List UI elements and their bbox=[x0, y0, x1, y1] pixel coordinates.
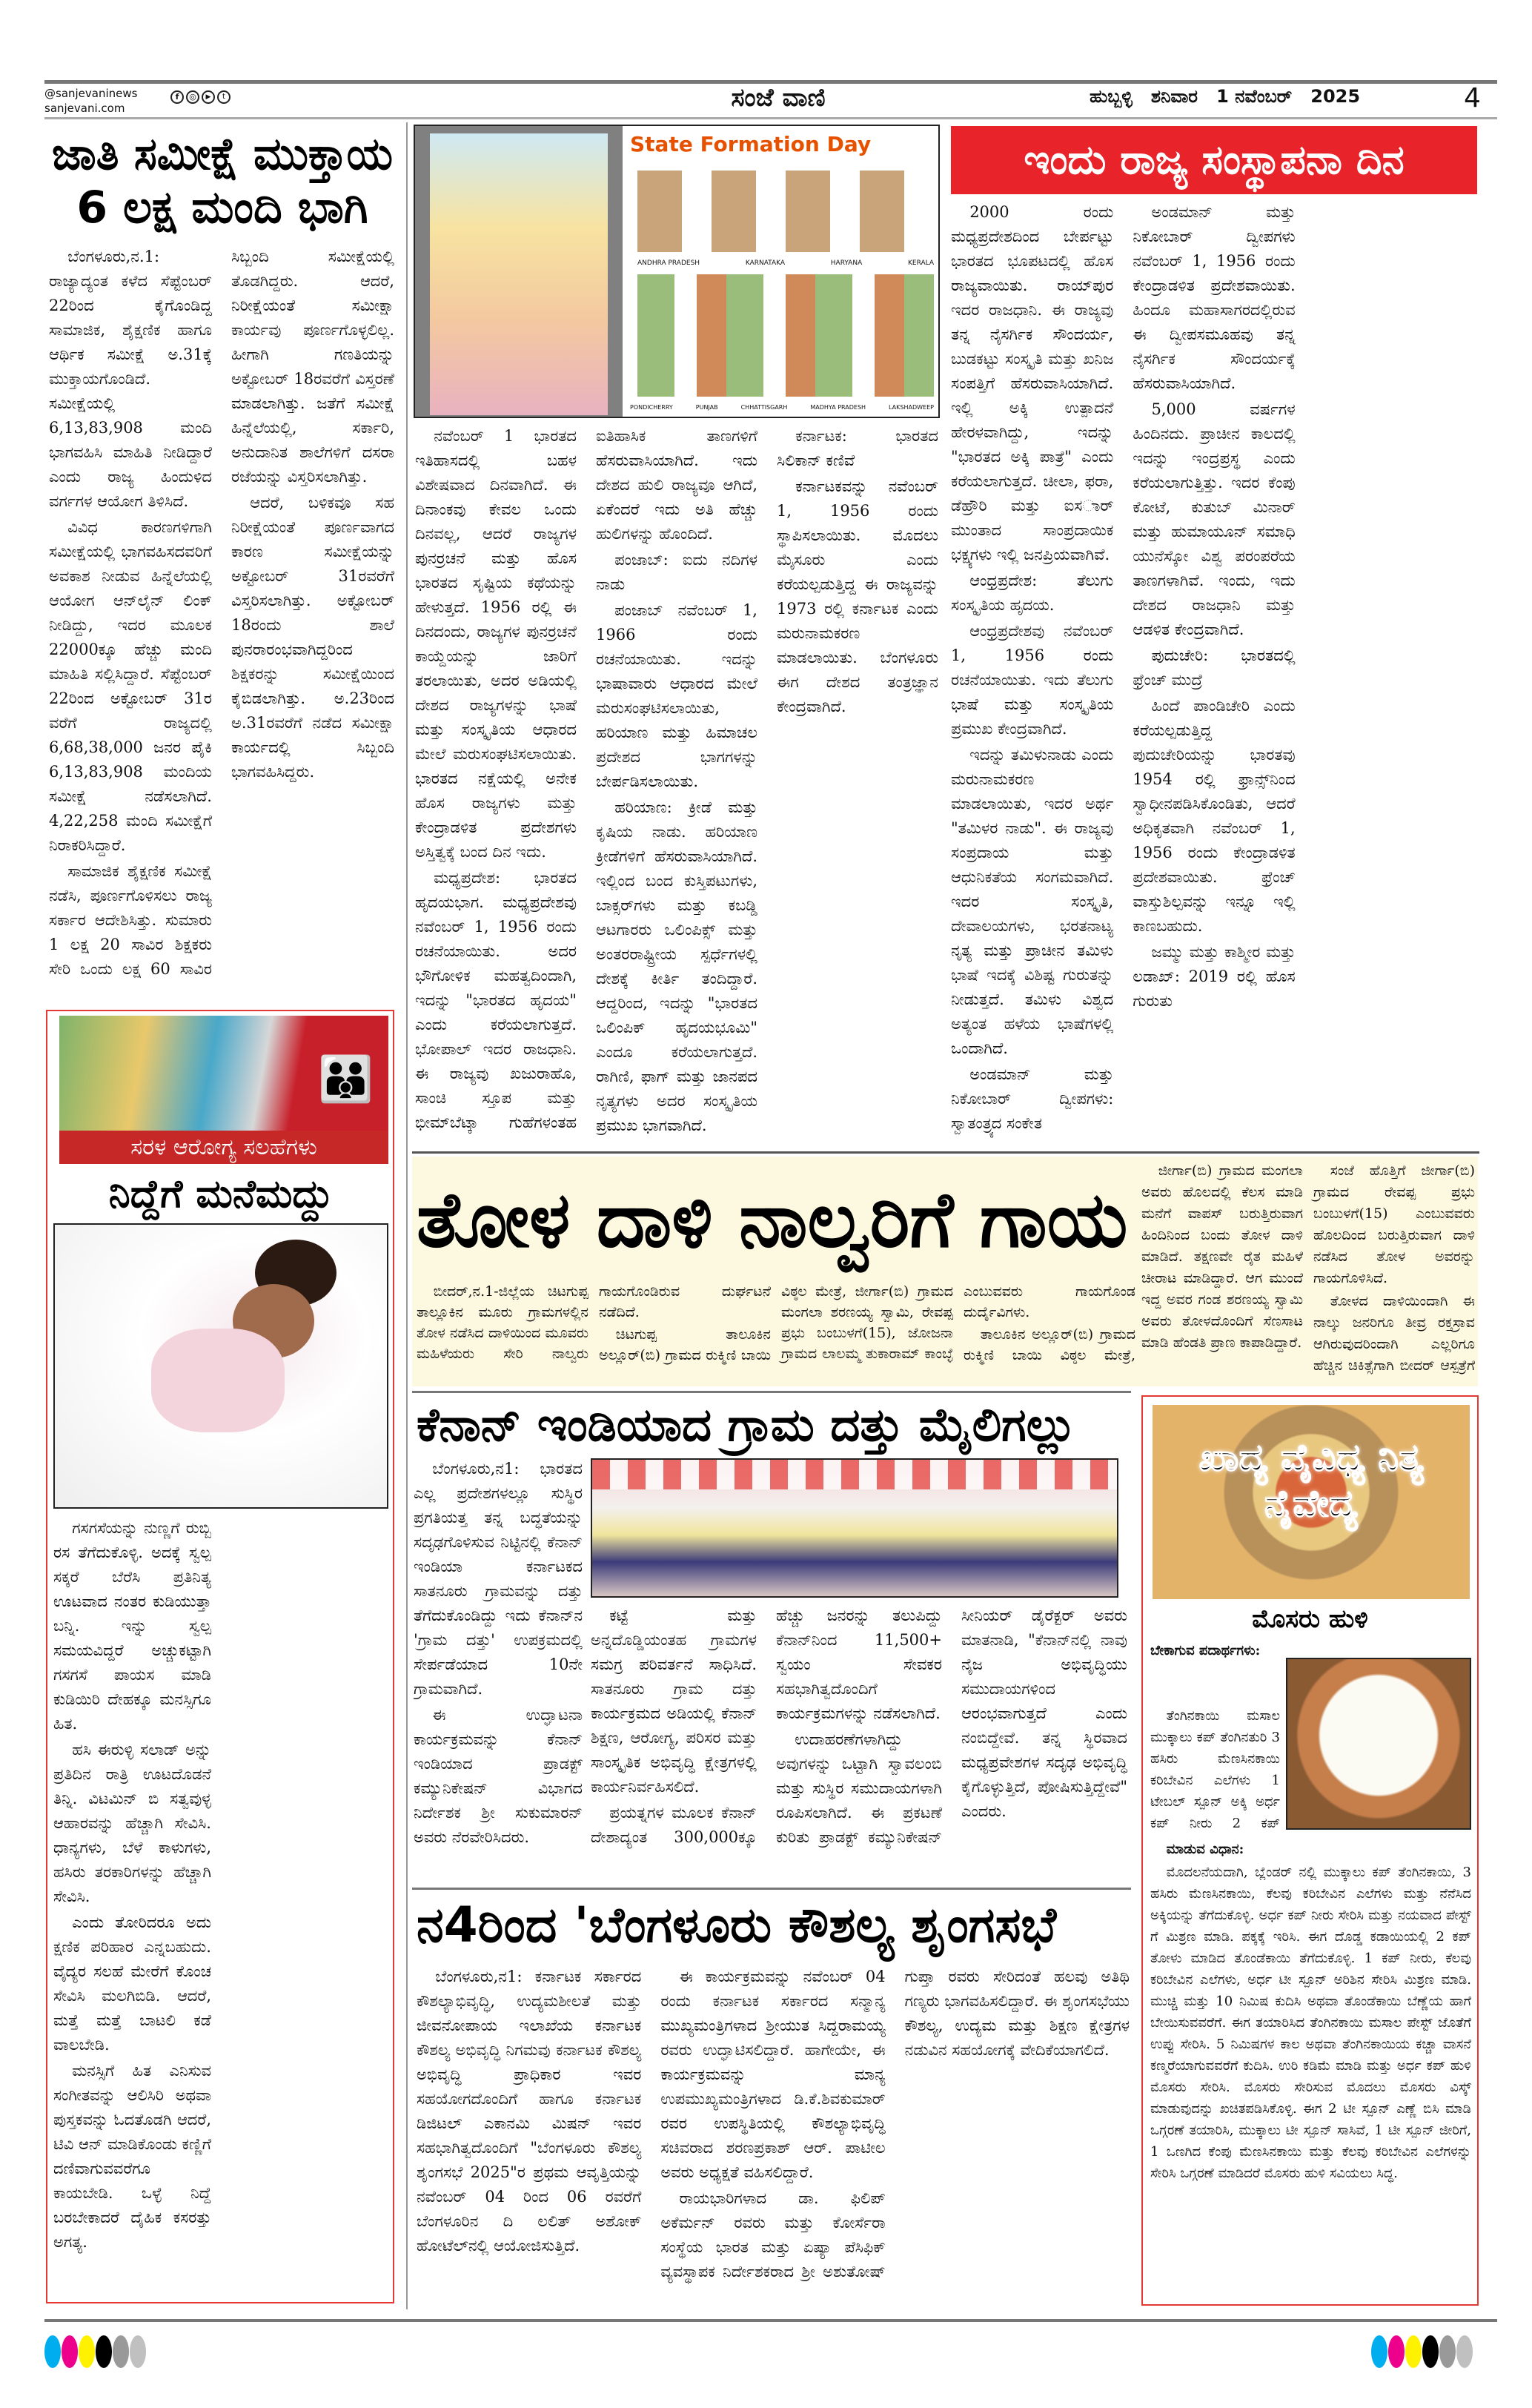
paragraph: 2000 ರಂದು ಮಧ್ಯಪ್ರದೇಶದಿಂದ ಬೇರ್ಪಟ್ಟು ಭಾರತದ ಭೂಪಟದಲ್ಲಿ ಹೊಸ ರಾಜ್ಯವಾಯಿತು. ರಾಯ್‌ಪುರ ಇದರ ರಾಜಧಾನಿ. ಈ ರಾಜ್ಯವು ತನ್ನ ನೈಸರ್ಗಿಕ ಸೌಂದರ್ಯ, ಬುಡಕಟ್ಟು ಸಂಸ್ಕೃತಿ ಮತ್ತು ಖನಿಜ ಸಂಪತ್ತಿಗೆ ಹೆಸರುವಾಸಿಯಾಗಿದೆ. ಇಲ್ಲಿ ಅಕ್ಕಿ ಉತ್ಪಾದನೆ ಹೇರಳವಾಗಿದ್ದು, ಇದನ್ನು "ಭಾರತದ ಅಕ್ಕಿ ಪಾತ್ರೆ" ಎಂದು ಕರೆಯಲಾಗುತ್ತದೆ. ಚೀಲಾ, ಫರಾ, ಡೆಹ್ರೌರಿ ಮತ್ತು ಐಸರ್ಾ ಮುಂತಾದ ಸಾಂಪ್ರದಾಯಿಕ ಭಕ್ಷ್ಯಗಳು ಇಲ್ಲಿ ಜನಪ್ರಿಯವಾಗಿವೆ. bbox=[951, 203, 1114, 563]
twitter-icon[interactable]: t bbox=[217, 90, 231, 104]
paragraph: ಹಿಂದೆ ಪಾಂಡಿಚೇರಿ ಎಂದು ಕರೆಯಲ್ಪಡುತ್ತಿದ್ದ ಪುದುಚೇರಿಯನ್ನು ಭಾರತವು 1954 ರಲ್ಲಿ ಫ್ರಾನ್ಸ್‌ನಿಂದ ಸ್ವಾಧೀನಪಡಿಸಿಕೊಂಡಿತು, ಆದರೆ ಅಧಿಕೃತವಾಗಿ ನವೆಂಬರ್ 1, 1956 ರಂದು ಕೇಂದ್ರಾಡಳಿತ ಪ್ರದೇಶವಾಯಿತು. ಫ್ರೆಂಚ್ ವಾಸ್ತುಶಿಲ್ಪವನ್ನು ಇನ್ನೂ ಇಲ್ಲಿ ಕಾಣಬಹುದು. bbox=[1133, 697, 1296, 935]
paragraph: ಅಂಡಮಾನ್ ಮತ್ತು ನಿಕೋಬಾರ್ ದ್ವೀಪಗಳು ನವೆಂಬರ್ 1, 1956 ರಂದು ಕೇಂದ್ರಾಡಳಿತ ಪ್ರದೇಶವಾಯಿತು. ಹಿಂದೂ ಮಹಾಸಾಗರದಲ್ಲಿರುವ ಈ ದ್ವೀಪಸಮೂಹವು ತನ್ನ ನೈಸರ್ಗಿಕ ಸೌಂದರ್ಯಕ್ಕೆ ಹೆಸರುವಾಸಿಯಾಗಿದೆ. bbox=[1133, 203, 1296, 392]
website[interactable]: sanjevani.com bbox=[44, 102, 125, 115]
map-state-labels-row2 bbox=[630, 404, 934, 411]
color-mark bbox=[1456, 2335, 1473, 2368]
ingredients-label: ಬೇಕಾಗುವ ಪದಾರ್ಥಗಳು: bbox=[1150, 1643, 1261, 1658]
subheading: ಪುದುಚೇರಿ: ಭಾರತದಲ್ಲಿ ಫ್ರೆಂಚ್ ಮುದ್ರೆ bbox=[1133, 646, 1296, 689]
map-label: CHHATTISGARH bbox=[740, 404, 788, 411]
color-mark bbox=[1439, 2335, 1456, 2368]
health-banner-title bbox=[59, 1131, 388, 1164]
newspaper-logo bbox=[667, 83, 889, 113]
paragraph: ಗಸಗಸೆಯನ್ನು ನುಣ್ಣಗೆ ರುಬ್ಬಿ ರಸ ತೆಗೆದುಕೊಳ್ಳಿ. ಅದಕ್ಕೆ ಸ್ವಲ್ಪ ಸಕ್ಕರೆ ಬೆರೆಸಿ ಪ್ರತಿನಿತ್ಯ ಊಟವಾದ ನಂತರ ಕುಡಿಯುತ್ತಾ ಬನ್ನಿ. ಇನ್ನು ಸ್ವಲ್ಪ ಸಮಯವಿದ್ದರೆ ಅಚ್ಚುಕಟ್ಟಾಗಿ ಗಸಗಸೆ ಪಾಯಸ ಮಾಡಿ ಕುಡಿಯಿರಿ ದೇಹಕ್ಕೂ ಮನಸ್ಸಿಗೂ ಹಿತ. bbox=[53, 1519, 211, 1733]
health-banner-image bbox=[59, 1016, 388, 1164]
paragraph: ಕರ್ನಾಟಕವನ್ನು ನವೆಂಬರ್ 1, 1956 ರಂದು ಸ್ಥಾಪಿಸಲಾಯಿತು. ಮೊದಲು ಮೈಸೂರು ಎಂದು ಕರೆಯಲ್ಪಡುತ್ತಿದ್ದ ಈ ರಾಜ್ಯವನ್ನು 1973 ರಲ್ಲಿ ಕರ್ನಾಟಕ ಎಂದು ಮರುನಾಮಕರಣ ಮಾಡಲಾಯಿತು. ಬೆಂಗಳೂರು ಈಗ ದೇಶದ ತಂತ್ರಜ್ಞಾನ ಕೇಂದ್ರವಾಗಿದೆ. bbox=[777, 477, 938, 715]
paragraph: ನವೆಂಬರ್ 1 ಭಾರತದ ಇತಿಹಾಸದಲ್ಲಿ ಬಹಳ ವಿಶೇಷವಾದ ದಿನವಾಗಿದೆ. ಈ ದಿನಾಂಕವು ಕೇವಲ ಒಂದು ದಿನವಲ್ಲ, ಆದರೆ ರಾಜ್ಯಗಳ ಪುನರ್ರಚನೆ ಮತ್ತು ಹೊಸ ಭಾರತದ ಸೃಷ್ಟಿಯ ಕಥೆಯನ್ನು ಹೇಳುತ್ತದೆ. 1956 ರಲ್ಲಿ ಈ ದಿನದಂದು, ರಾಜ್ಯಗಳ ಪುನರ್ರಚನೆ ಕಾಯ್ದೆಯನ್ನು ಜಾರಿಗೆ ತರಲಾಯಿತು, ಅದರ ಅಡಿಯಲ್ಲಿ ದೇಶದ ರಾಜ್ಯಗಳನ್ನು ಭಾಷೆ ಮತ್ತು ಸಂಸ್ಕೃತಿಯ ಆಧಾರದ ಮೇಲೆ ಮರುಸಂಘಟಿಸಲಾಯಿತು. ಭಾರತದ ನಕ್ಷೆಯಲ್ಲಿ ಅನೇಕ ಹೊಸ ರಾಜ್ಯಗಳು ಮತ್ತು ಕೇಂದ್ರಾಡಳಿತ ಪ್ರದೇಶಗಳು ಅಸ್ತಿತ್ವಕ್ಕೆ ಬಂದ ದಿನ ಇದು. bbox=[415, 427, 577, 861]
health-headline-text: ನಿದ್ದೆಗೆ ಮನೆಮದ್ದು bbox=[108, 1172, 334, 1217]
paragraph: ಪಂಜಾಬ್ ನವೆಂಬರ್ 1, 1966 ರಂದು ರಚನೆಯಾಯಿತು. ಇದನ್ನು ಭಾಷಾವಾರು ಆಧಾರದ ಮೇಲೆ ಮರುಸಂಘಟಿಸಲಾಯಿತು, ಹರಿಯಾಣ ಮತ್ತು ಹಿಮಾಚಲ ಪ್ರದೇಶದ ಭಾಗಗಳನ್ನು ಬೇರ್ಪಡಿಸಲಾಯಿತು. bbox=[596, 601, 757, 790]
village-adoption-body-left bbox=[414, 1457, 583, 1861]
map-state-labels-row1 bbox=[637, 259, 934, 267]
facebook-icon[interactable]: f bbox=[170, 90, 184, 104]
curd-pot-photo bbox=[1286, 1658, 1471, 1830]
health-headline bbox=[52, 1170, 390, 1219]
spices-banner-image bbox=[1153, 1405, 1470, 1599]
paragraph: ಉದಾಹರಣೆಗಳಾಗಿದ್ದು ಅವುಗಳನ್ನು ಒಟ್ಟಾಗಿ ಸ್ವಾವಲಂಬಿ ಮತ್ತು ಸುಸ್ಥಿರ ಸಮುದಾಯಗಳಾಗಿ ರೂಪಿಸಲಾಗಿದೆ. ಈ ಪ್ರಕಟಣೆ ಕುರಿತು ಪ್ರಾಡಕ್ಟ್ ಕಮ್ಯುನಿಕೇಷನ್ ಸೀನಿಯರ್ ಡೈರೆಕ್ಟರ್ ಅವರು ಮಾತನಾಡಿ, "ಕೆನಾನ್‌ನಲ್ಲಿ ನಾವು ನೈಜ ಅಭಿವೃದ್ಧಿಯು ಸಮುದಾಯಗಳಿಂದ ಆರಂಭವಾಗುತ್ತದೆ ಎಂದು ನಂಬಿದ್ದೇವೆ. ತನ್ನ ಸ್ಥಿರವಾದ ಮಧ್ಯಪ್ರವೇಶಗಳ ಸದೃಢ ಅಭಿವೃದ್ಧಿ ಕೈಗೊಳ್ಳುತ್ತಿದೆ, ಪೋಷಿಸುತ್ತಿದ್ದೇವೆ" ಎಂದರು. bbox=[776, 1607, 1127, 1846]
map-label: MADHYA PRADESH bbox=[810, 404, 866, 411]
map-label: ANDHRA PRADESH bbox=[637, 259, 700, 267]
instagram-icon[interactable]: ◎ bbox=[186, 90, 199, 104]
health-article-body bbox=[53, 1516, 388, 2298]
subheading: ಅಂಡಮಾನ್ ಮತ್ತು ನಿಕೋಬಾರ್ ದ್ವೀಪಗಳು: ಸ್ವಾತಂತ್ರ್ಯದ ಸಂಕೇತ bbox=[951, 1065, 1114, 1132]
map-label: HARYANA bbox=[830, 259, 863, 267]
paragraph: ಈ ಉದ್ಘಾಟನಾ ಕಾರ್ಯಕ್ರಮವನ್ನು ಕೆನಾನ್ ಇಂಡಿಯಾದ ಪ್ರಾಡಕ್ಟ್ ಕಮ್ಯುನಿಕೇಷನ್ ವಿಭಾಗದ ನಿರ್ದೇಶಕ ಶ್ರೀ ಸುಕುಮಾರನ್ ಅವರು ನೆರವೇರಿಸಿದರು. bbox=[414, 1706, 583, 1846]
survey-headline-line2-text: 6 ಲಕ್ಷ ಮಂದಿ ಭಾಗಿ bbox=[76, 182, 368, 234]
survey-headline bbox=[52, 128, 393, 234]
village-adoption-group-photo bbox=[591, 1458, 1118, 1598]
village-adoption-body-right bbox=[591, 1604, 1127, 1863]
color-mark bbox=[44, 2335, 61, 2368]
paragraph: ಪ್ರಯತ್ನಗಳ ಮೂಲಕ ಕೆನಾನ್ ದೇಶಾದ್ಯಂತ 300,000ಕ್ಕೂ ಹೆಚ್ಚು ಜನರನ್ನು ತಲುಪಿದ್ದು ಕೆನಾನ್‌ನಿಂದ 11,500+ ಸ್ವಯಂ ಸೇವಕರ ಸಹಭಾಗಿತ್ವದೊಂದಿಗೆ ಕಾರ್ಯಕ್ರಮಗಳನ್ನು ನಡೆಸಲಾಗಿದೆ. bbox=[591, 1607, 942, 1846]
map-label: PONDICHERRY bbox=[630, 404, 673, 411]
paragraph: ಸಂಜೆ ಹೊತ್ತಿಗೆ ಜೀರ್ಗಾ(ಬಿ) ಗ್ರಾಮದ ರೇವಪ್ಪ ಪ್ರಭು ಬಂಬುಳಗೆ(15) ಎಂಬುವವರು ಹೊಲದಿಂದ ಬರುತ್ತಿರುವಾಗ ದಾಳಿ ನಡೆಸಿದ ತೋಳ ಅವರನ್ನು ಗಾಯಗೊಳಿಸಿದೆ. bbox=[1313, 1162, 1475, 1286]
village-adoption-headline-text: ಕೆನಾನ್ ಇಂಡಿಯಾದ ಗ್ರಾಮ ದತ್ತು ಮೈಲಿಗಲ್ಲು bbox=[417, 1398, 1076, 1452]
paragraph: ಬೆಂಗಳೂರು,ನ1: ಭಾರತದ ಎಲ್ಲ ಪ್ರದೇಶಗಳಲ್ಲೂ ಸುಸ್ಥಿರ ಪ್ರಗತಿಯತ್ತ ತನ್ನ ಬದ್ಧತೆಯನ್ನು ಸದೃಢಗೊಳಿಸುವ ನಿಟ್ಟಿನಲ್ಲಿ ಕೆನಾನ್ ಇಂಡಿಯಾ ಕರ್ನಾಟಕದ ಸಾತನೂರು ಗ್ರಾಮವನ್ನು ದತ್ತು ತೆಗೆದುಕೊಂಡಿದ್ದು ಇದು ಕೆನಾನ್‌ನ 'ಗ್ರಾಮ ದತ್ತು' ಉಪಕ್ರಮದಲ್ಲಿ ಸೇರ್ಪಡೆಯಾದ 10ನೇ ಗ್ರಾಮವಾಗಿದೆ. bbox=[414, 1460, 583, 1698]
social-handle: @sanjevaninews bbox=[44, 87, 138, 100]
state-collage-row2 bbox=[637, 274, 934, 397]
color-mark bbox=[1388, 2335, 1405, 2368]
paragraph: ಬೆಂಗಳೂರು,ನ.1: ರಾಜ್ಯಾದ್ಯಂತ ಕಳೆದ ಸೆಪ್ಟೆಂಬರ್ 22ರಿಂದ ಕೈಗೊಂಡಿದ್ದ ಸಾಮಾಜಿಕ, ಶೈಕ್ಷಣಿಕ ಹಾಗೂ ಆರ್ಥಿಕ ಸಮೀಕ್ಷೆ ಅ.31ಕ್ಕೆ ಮುಕ್ತಾಯಗೊಂಡಿದೆ. ಸಮೀಕ್ಷೆಯಲ್ಲಿ 6,13,83,908 ಮಂದಿ ಭಾಗವಹಿಸಿ ಮಾಹಿತಿ ನೀಡಿದ್ದಾರೆ ಎಂದು ರಾಜ್ಯ ಹಿಂದುಳಿದ ವರ್ಗಗಳ ಆಯೋಗ ತಿಳಿಸಿದೆ. bbox=[49, 248, 212, 510]
paragraph: ಮನಸ್ಸಿಗೆ ಹಿತ ಎನಿಸುವ ಸಂಗೀತವನ್ನು ಆಲಿಸಿರಿ ಅಥವಾ ಪುಸ್ತಕವನ್ನು ಓದತೊಡಗಿ ಆದರೆ, ಟಿವಿ ಆನ್ ಮಾಡಿಕೊಂಡು ಕಣ್ಣಿಗೆ ದಣಿವಾಗುವವರೆಗೂ ಕಾಯಬೇಡಿ. ಒಳ್ಳೆ ನಿದ್ದೆ ಬರಬೇಕಾದರೆ ದೈಹಿಕ ಕಸರತ್ತು ಅಗತ್ಯ. bbox=[53, 2062, 211, 2251]
india-map-icon bbox=[430, 133, 608, 415]
bottom-rule bbox=[44, 2319, 1497, 2322]
masthead-contact bbox=[44, 86, 167, 116]
color-registration-marks-left bbox=[44, 2335, 147, 2371]
paragraph: ಆದರೆ, ಬಳಿಕವೂ ಸಹ ನಿರೀಕ್ಷೆಯಂತೆ ಪೂರ್ಣವಾಗದ ಕಾರಣ ಸಮೀಕ್ಷೆಯನ್ನು ಅಕ್ಟೋಬರ್ 31ರವರೆಗೆ ವಿಸ್ತರಿಸಲಾಗಿತ್ತು. ಅಕ್ಟೋಬರ್ 18ರಂದು ಶಾಲೆ ಪುನರಾರಂಭವಾಗಿದ್ದರಿಂದ ಶಿಕ್ಷಕರನ್ನು ಸಮೀಕ್ಷೆಯಿಂದ ಕೈಬಿಡಲಾಗಿತ್ತು. ಅ.23ರಿಂದ ಅ.31ರವರೆಗೆ ನಡೆದ ಸಮೀಕ್ಷಾ ಕಾರ್ಯದಲ್ಲಿ ಸಿಬ್ಬಂದಿ ಭಾಗವಹಿಸಿದ್ದರು. bbox=[231, 494, 394, 781]
skills-summit-headline bbox=[417, 1892, 1128, 1959]
paragraph: ಆಂಧ್ರಪ್ರದೇಶವು ನವೆಂಬರ್ 1, 1956 ರಂದು ರಚನೆಯಾಯಿತು. ಇದು ತೆಲುಗು ಭಾಷೆ ಮತ್ತು ಸಂಸ್ಕೃತಿಯ ಪ್ರಮುಖ ಕೇಂದ್ರವಾಗಿದೆ. bbox=[951, 622, 1114, 738]
wolf-attack-headline-text: ತೋಳ ದಾಳಿ ನಾಲ್ವರಿಗೆ ಗಾಯ bbox=[417, 1174, 1128, 1265]
paragraph: ಜೀರ್ಗಾ(ಬಿ) ಗ್ರಾಮದ ಮಂಗಲಾ ಅವರು ಹೊಲದಲ್ಲಿ ಕೆಲಸ ಮಾಡಿ ಮನೆಗೆ ವಾಪಸ್ ಬರುತ್ತಿರುವಾಗ ಹಿಂದಿನಿಂದ ಬಂದು ತೋಳ ದಾಳಿ ಮಾಡಿದೆ. ತಕ್ಷಣವೇ ರೈತ ಮಹಿಳೆ ಚೀರಾಟ ಮಾಡಿದ್ದಾರೆ. ಆಗ ಮುಂದೆ ಇದ್ದ ಅವರ ಗಂಡ ಶರಣಯ್ಯ ಸ್ವಾಮಿ ಅವರು ತೋಳದೊಂದಿಗೆ ಸೆಣಸಾಟ ಮಾಡಿ ಹೆಂಡತಿ ಪ್ರಾಣ ಕಾಪಾಡಿದ್ದಾರೆ. bbox=[1141, 1162, 1303, 1351]
day: ಶನಿವಾರ bbox=[1150, 86, 1198, 107]
survey-headline-line1-text: ಜಾತಿ ಸಮೀಕ್ಷೆ ಮುಕ್ತಾಯ bbox=[52, 128, 393, 180]
formation-headline-text: ಇಂದು ರಾಜ್ಯ ಸಂಸ್ಥಾಪನಾ ದಿನ bbox=[1024, 136, 1405, 183]
paragraph: ಮಧ್ಯಪ್ರದೇಶ: ಭಾರತದ ಹೃದಯಭಾಗ. ಮಧ್ಯಪ್ರದೇಶವು ನವೆಂಬರ್ 1, 1956 ರಂದು ರಚನೆಯಾಯಿತು. ಅದರ ಭೌಗೋಳಿಕ ಮಹತ್ವದಿಂದಾಗಿ, ಇದನ್ನು "ಭಾರತದ ಹೃದಯ" ಎಂದು ಕರೆಯಲಾಗುತ್ತದೆ. ಭೋಪಾಲ್ ಇದರ ರಾಜಧಾನಿ. ಈ ರಾಜ್ಯವು ಖಜುರಾಹೊ, ಸಾಂಚಿ ಸ್ತೂಪ ಮತ್ತು ಭೀಮ್‌ಬೆಟ್ಕಾ ಗುಹೆಗಳಂತಹ ಐತಿಹಾಸಿಕ ತಾಣಗಳಿಗೆ ಹೆಸರುವಾಸಿಯಾಗಿದೆ. ಇದು ದೇಶದ ಹುಲಿ ರಾಜ್ಯವೂ ಆಗಿದೆ, ಏಕೆಂದರೆ ಇದು ಅತಿ ಹೆಚ್ಚು ಹುಲಿಗಳನ್ನು ಹೊಂದಿದೆ. bbox=[415, 427, 757, 1131]
logo-text: ಸಂಜೆ ವಾಣಿ bbox=[731, 83, 826, 113]
subheading: ಪಂಜಾಬ್: ಐದು ನದಿಗಳ ನಾಡು bbox=[596, 551, 757, 593]
paragraph: ವಿವಿಧ ಕಾರಣಗಳಿಗಾಗಿ ಸಮೀಕ್ಷೆಯಲ್ಲಿ ಭಾಗವಹಿಸದವರಿಗೆ ಅವಕಾಶ ನೀಡುವ ಹಿನ್ನೆಲೆಯಲ್ಲಿ ಆಯೋಗ ಆನ್‌ಲೈನ್ ಲಿಂಕ್ ನೀಡಿದ್ದು, ಇದರ ಮೂಲಕ 22000ಕ್ಕೂ ಹೆಚ್ಚು ಮಂದಿ ಮಾಹಿತಿ ಸಲ್ಲಿಸಿದ್ದಾರೆ. ಸೆಪ್ಟೆಂಬರ್ 22ರಿಂದ ಅಕ್ಟೋಬರ್ 31ರ ವರೆಗೆ ರಾಜ್ಯದಲ್ಲಿ 6,68,38,000 ಜನರ ಪೈಕಿ 6,13,83,908 ಮಂದಿಯ ಸಮೀಕ್ಷೆ ನಡೆಸಲಾಗಿದೆ. 4,22,258 ಮಂದಿ ಸಮೀಕ್ಷೆಗೆ ನಿರಾಕರಿಸಿದ್ದಾರೆ. bbox=[49, 518, 212, 854]
paragraph: ರಾಯಭಾರಿಗಳಾದ ಡಾ. ಫಿಲಿಪ್ ಅಕೆರ್ಮನ್ ರವರು ಮತ್ತು ಕೋರ್ಸೆರಾ ಸಂಸ್ಥೆಯ ಭಾರತ ಮತ್ತು ಏಷ್ಯಾ ಪೆಸಿಫಿಕ್ ವ್ಯವಸ್ಥಾಪಕ ನಿರ್ದೇಶಕರಾದ ಶ್ರೀ ಅಶುತೋಷ್ ಗುಪ್ತಾ ರವರು ಸೇರಿದಂತೆ ಹಲವು ಅತಿಥಿ ಗಣ್ಯರು ಭಾಗವಹಿಸಲಿದ್ದಾರೆ. ಈ ಶೃಂಗಸಭೆಯು ಕೌಶಲ್ಯ, ಉದ್ಯಮ ಮತ್ತು ಶಿಕ್ಷಣ ಕ್ಷೇತ್ರಗಳ ನಡುವಿನ ಸಹಯೋಗಕ್ಕೆ ವೇದಿಕೆಯಾಗಲಿದೆ. bbox=[660, 1968, 1130, 2280]
section-rule bbox=[412, 1391, 1131, 1393]
color-mark bbox=[1405, 2335, 1422, 2368]
youtube-icon[interactable]: ▶ bbox=[202, 90, 215, 104]
page-number: 4 bbox=[1464, 83, 1481, 113]
paragraph: ತೆಂಗಿನಕಾಯಿ ಮಸಾಲ ಮುಕ್ಕಾಲು ಕಪ್ ತೆಂಗಿನತುರಿ 3 ಹಸಿರು ಮೆಣಸಿನಕಾಯಿ ಕರಿಬೇವಿನ ಎಲೆಗಳು 1 ಟೇಬಲ್ ಸ್ಪೂನ್ ಅಕ್ಕಿ ಅರ್ಧ ಕಪ್ ನೀರು 2 ಕಪ್ bbox=[1150, 1708, 1280, 1831]
color-mark bbox=[62, 2335, 78, 2368]
recipe-headline bbox=[1149, 1603, 1471, 1635]
color-registration-marks-right bbox=[1371, 2335, 1473, 2371]
map-label: LAKSHADWEEP bbox=[889, 404, 934, 411]
city: ಹುಬ್ಬಳ್ಳಿ bbox=[1090, 86, 1133, 107]
method-label: ಮಾಡುವ ವಿಧಾನ: bbox=[1166, 1842, 1244, 1857]
map-label: KARNATAKA bbox=[745, 259, 786, 267]
color-mark bbox=[1422, 2335, 1439, 2368]
wolf-attack-body-left bbox=[417, 1281, 1135, 1385]
paragraph: 5,000 ವರ್ಷಗಳ ಹಿಂದಿನದು. ಪ್ರಾಚೀನ ಕಾಲದಲ್ಲಿ ಇದನ್ನು ಇಂದ್ರಪ್ರಸ್ಥ ಎಂದು ಕರೆಯಲಾಗುತ್ತಿತ್ತು. ಇದರ ಕೆಂಪು ಕೋಟೆ, ಕುತುಬ್ ಮಿನಾರ್ ಮತ್ತು ಹುಮಾಯೂನ್ ಸಮಾಧಿ ಯುನೆಸ್ಕೋ ವಿಶ್ವ ಪರಂಪರೆಯ ತಾಣಗಳಾಗಿವೆ. ಇಂದು, ಇದು ದೇಶದ ರಾಜಧಾನಿ ಮತ್ತು ಆಡಳಿತ ಕೇಂದ್ರವಾಗಿದೆ. bbox=[1133, 400, 1296, 638]
subheading: ಆಂಧ್ರಪ್ರದೇಶ: ತೆಲುಗು ಸಂಸ್ಕೃತಿಯ ಹೃದಯ. bbox=[951, 572, 1114, 614]
shoulder-shape bbox=[151, 1329, 285, 1432]
subheading: ಕರ್ನಾಟಕ: ಭಾರತದ ಸಿಲಿಕಾನ್ ಕಣಿವೆ bbox=[777, 427, 938, 469]
map-label: PUNJAB bbox=[695, 404, 718, 411]
section-rule bbox=[412, 1151, 1479, 1154]
paragraph: ಹರಿಯಾಣ: ಕ್ರೀಡೆ ಮತ್ತು ಕೃಷಿಯ ನಾಡು. ಹರಿಯಾಣ ಕ್ರೀಡೆಗಳಿಗೆ ಹೆಸರುವಾಸಿಯಾಗಿದೆ. ಇಲ್ಲಿಂದ ಬಂದ ಕುಸ್ತಿಪಟುಗಳು, ಬಾಕ್ಸರ್‌ಗಳು ಮತ್ತು ಕಬಡ್ಡಿ ಆಟಗಾರರು ಒಲಿಂಪಿಕ್ಸ್ ಮತ್ತು ಅಂತರರಾಷ್ಟ್ರೀಯ ಸ್ಪರ್ಧೆಗಳಲ್ಲಿ ದೇಶಕ್ಕೆ ಕೀರ್ತಿ ತಂದಿದ್ದಾರೆ. ಆದ್ದರಿಂದ, ಇದನ್ನು "ಭಾರತದ ಒಲಿಂಪಿಕ್ ಹೃದಯಭೂಮಿ" ಎಂದೂ ಕರೆಯಲಾಗುತ್ತದೆ. ರಾಗಿಣಿ, ಫಾಗ್ ಮತ್ತು ಜಾನಪದ ನೃತ್ಯಗಳು ಅದರ ಸಂಸ್ಕೃತಿಯ ಪ್ರಮುಖ ಭಾಗವಾಗಿದೆ. bbox=[596, 798, 757, 1134]
column-divider bbox=[406, 122, 408, 2309]
family-icon: 👪 bbox=[318, 1054, 374, 1105]
wolf-attack-headline bbox=[417, 1164, 1128, 1275]
formation-right-article-body bbox=[951, 200, 1477, 1147]
color-mark bbox=[113, 2335, 129, 2368]
formation-headline bbox=[951, 126, 1477, 194]
recipe-headline-text: ಮೊಸರು ಹುಳಿ bbox=[1252, 1604, 1368, 1634]
map-label: KERALA bbox=[907, 259, 934, 267]
recipe-method bbox=[1150, 1839, 1471, 2300]
social-icons bbox=[170, 90, 231, 104]
village-adoption-headline bbox=[417, 1395, 1128, 1455]
paragraph: ಸಾಮಾಜಿಕ ಶೈಕ್ಷಣಿಕ ಸಮೀಕ್ಷೆ ನಡೆಸಿ, ಪೂರ್ಣಗೊಳಿಸಲು ರಾಜ್ಯ ಸರ್ಕಾರ ಆದೇಶಿಸಿತ್ತು. ಸುಮಾರು 1 ಲಕ್ಷ 20 ಸಾವಿರ ಶಿಕ್ಷಕರು ಸೇರಿ ಒಂದು ಲಕ್ಷ 60 ಸಾವಿರ ಸಿಬ್ಬಂದಿ ಸಮೀಕ್ಷೆಯಲ್ಲಿ ತೊಡಗಿದ್ದರು. ಆದರೆ, ನಿರೀಕ್ಷೆಯಂತೆ ಸಮೀಕ್ಷಾ ಕಾರ್ಯವು ಪೂರ್ಣಗೊಳ್ಳಲಿಲ್ಲ. ಹೀಗಾಗಿ ಗಣತಿಯನ್ನು ಅಕ್ಟೋಬರ್ 18ರವರೆಗೆ ವಿಸ್ತರಣೆ ಮಾಡಲಾಗಿತ್ತು. ಜತೆಗೆ ಸಮೀಕ್ಷೆ ಹಿನ್ನೆಲೆಯಲ್ಲಿ, ಸರ್ಕಾರಿ, ಅನುದಾನಿತ ಶಾಲೆಗಳಿಗೆ ದಸರಾ ರಜೆಯನ್ನು ವಿಸ್ತರಿಸಲಾಗಿತ್ತು. bbox=[49, 248, 394, 978]
paragraph: ಹಸಿ ಈರುಳ್ಳಿ ಸಲಾಡ್ ಅನ್ನು ಪ್ರತಿದಿನ ರಾತ್ರಿ ಊಟದೊಡನೆ ತಿನ್ನಿ. ವಿಟಮಿನ್ ಬಿ ಸತ್ವವುಳ್ಳ ಆಹಾರವನ್ನು ಹೆಚ್ಚಾಗಿ ಸೇವಿಸಿ. ಧಾನ್ಯಗಳು, ಬೆಳೆ ಕಾಳುಗಳು, ಹಸಿರು ತರಕಾರಿಗಳನ್ನು ಹೆಚ್ಚಾಗಿ ಸೇವಿಸಿ. bbox=[53, 1741, 211, 1905]
formation-left-article-body bbox=[415, 424, 938, 1147]
recipe-ingredients-col bbox=[1150, 1705, 1280, 1834]
color-mark bbox=[130, 2335, 146, 2368]
map-title-text: State Formation Day bbox=[630, 132, 872, 156]
paragraph: ಕಟ್ಟೆ ಮತ್ತು ಅನ್ನದೊಡ್ಡಿಯಂತಹ ಗ್ರಾಮಗಳ ಸಮಗ್ರ ಪರಿವರ್ತನೆ ಸಾಧಿಸಿದೆ. ಸಾತನೂರು ಗ್ರಾಮ ದತ್ತು ಕಾರ್ಯಕ್ರಮದ ಅಡಿಯಲ್ಲಿ ಕೆನಾನ್ ಶಿಕ್ಷಣ, ಆರೋಗ್ಯ, ಪರಿಸರ ಮತ್ತು ಸಾಂಸ್ಕೃತಿಕ ಅಭಿವೃದ್ಧಿ ಕ್ಷೇತ್ರಗಳಲ್ಲಿ ಕಾರ್ಯನಿರ್ವಹಿಸಲಿದೆ. bbox=[591, 1607, 757, 1796]
skills-summit-body bbox=[417, 1965, 1130, 2302]
section-rule bbox=[412, 1888, 1131, 1890]
wolf-attack-body-right bbox=[1141, 1160, 1475, 1383]
paragraph: ತೋಳದ ದಾಳಿಯಿಂದಾಗಿ ಈ ನಾಲ್ಕು ಜನರಿಗೂ ತೀವ್ರ ರಕ್ತಸ್ರಾವ ಆಗಿರುವುದರಿಂದಾಗಿ ಎಲ್ಲರಿಗೂ ಹೆಚ್ಚಿನ ಚಿಕಿತ್ಸೆಗಾಗಿ ಬೀದರ್ ಆಸ್ಪತ್ರೆಗೆ bbox=[1313, 1293, 1475, 1374]
survey-headline-line1 bbox=[52, 128, 393, 181]
dateline-text bbox=[1090, 86, 1360, 107]
state-collage-row1 bbox=[637, 171, 934, 252]
color-mark bbox=[96, 2335, 112, 2368]
paragraph: ಮೊದಲನೆಯದಾಗಿ, ಬ್ಲೆಂಡರ್ ನಲ್ಲಿ ಮುಕ್ಕಾಲು ಕಪ್ ತೆಂಗಿನಕಾಯಿ, 3 ಹಸಿರು ಮೆಣಸಿನಕಾಯಿ, ಕೆಲವು ಕರಿಬೇವಿನ ಎಲೆಗಳು ಮತ್ತು ನೆನೆಸಿದ ಅಕ್ಕಿಯನ್ನು ತೆಗೆದುಕೊಳ್ಳಿ. ಅರ್ಧ ಕಪ್ ನೀರು ಸೇರಿಸಿ ಮತ್ತು ನಯವಾದ ಪೇಸ್ಟ್ ಗೆ ಮಿಶ್ರಣ ಮಾಡಿ. ಪಕ್ಕಕ್ಕೆ ಇರಿಸಿ. ಈಗ ದೊಡ್ಡ ಕಡಾಯಿಯಲ್ಲಿ 2 ಕಪ್ ತೋಳು ಮಾಡಿದ ತೊಂಡೆಕಾಯಿ ತೆಗೆದುಕೊಳ್ಳಿ. 1 ಕಪ್ ನೀರು, ಕೆಲವು ಕರಿಬೇವಿನ ಎಲೆಗಳು, ಅರ್ಧ ಟೀ ಸ್ಪೂನ್ ಅರಿಶಿನ ಸೇರಿಸಿ ಮಿಶ್ರಣ ಮಾಡಿ. ಮುಚ್ಚಿ ಮತ್ತು 10 ನಿಮಿಷ ಕುದಿಸಿ ಅಥವಾ ತೊಂಡೆಕಾಯಿ ಬೆಣ್ಣೆಯ ಹಾಗೆ ಬೇಯಿಸುವವರೆಗೆ. ಈಗ ತಯಾರಿಸಿದ ತೆಂಗಿನಕಾಯಿ ಮಸಾಲ ಪೇಸ್ಟ್ ಜೊತೆಗೆ ಉಪ್ಪು ಸೇರಿಸಿ. 5 ನಿಮಿಷಗಳ ಕಾಲ ಅಥವಾ ತೆಂಗಿನಕಾಯಿಯ ಕಚ್ಚಾ ವಾಸನೆ ಕಣ್ಮರೆಯಾಗುವವರೆಗೆ ಕುದಿಸಿ. ಉರಿ ಕಡಿಮೆ ಮಾಡಿ ಮತ್ತು ಅರ್ಧ ಕಪ್ ಹುಳಿ ಮೊಸರು ಸೇರಿಸಿ. ಮೊಸರು ಸೇರಿಸುವ ಮೊದಲು ಮೊಸರು ವಿಸ್ಕ್ ಮಾಡುವುದನ್ನು ಖಚಿತಪಡಿಸಿಕೊಳ್ಳಿ. ಈಗ 2 ಟೀ ಸ್ಪೂನ್ ಎಣ್ಣೆ ಬಿಸಿ ಮಾಡಿ ಒಗ್ಗರಣೆ ತಯಾರಿಸಿ, ಮುಕ್ಕಾಲು ಟೀ ಸ್ಪೂನ್ ಸಾಸಿವೆ, 1 ಟೀ ಸ್ಪೂನ್ ಜೀರಿಗೆ, 1 ಒಣಗಿದ ಕೆಂಪು ಮೆಣಸಿನಕಾಯಿ ಮತ್ತು ಕೆಲವು ಕರಿಬೇವಿನ ಎಲೆಗಳನ್ನು ಸೇರಿಸಿ ಒಗ್ಗರಣೆ ಮಾಡಿದರೆ ಮೊಸರು ಹುಳಿ ಸವಿಯಲು ಸಿದ್ಧ. bbox=[1150, 1865, 1471, 2181]
paragraph: ಬೆಂಗಳೂರು,ನ1: ಕರ್ನಾಟಕ ಸರ್ಕಾರದ ಕೌಶಲ್ಯಾಭಿವೃದ್ಧಿ, ಉದ್ಯಮಶೀಲತೆ ಮತ್ತು ಜೀವನೋಪಾಯ ಇಲಾಖೆಯ ಕರ್ನಾಟಕ ಕೌಶಲ್ಯ ಅಭಿವೃದ್ಧಿ ನಿಗಮವು ಕರ್ನಾಟಕ ಕೌಶಲ್ಯ ಅಭಿವೃದ್ಧಿ ಪ್ರಾಧಿಕಾರ ಇವರ ಸಹಯೋಗದೊಂದಿಗೆ ಹಾಗೂ ಕರ್ನಾಟಕ ಡಿಜಿಟಲ್ ಎಕಾನಮಿ ಮಿಷನ್ ಇವರ ಸಹಭಾಗಿತ್ವದೊಂದಿಗೆ "ಬೆಂಗಳೂರು ಕೌಶಲ್ಯ ಶೃಂಗಸಭೆ 2025"ರ ಪ್ರಥಮ ಆವೃತ್ತಿಯನ್ನು ನವೆಂಬರ್ 04 ರಿಂದ 06 ರವರೆಗೆ ಬೆಂಗಳೂರಿನ ದಿ ಲಲಿತ್ ಅಶೋಕ್ ಹೋಟೆಲ್‌ನಲ್ಲಿ ಆಯೋಜಿಸುತ್ತಿದೆ. bbox=[417, 1968, 642, 2255]
year: 2025 bbox=[1310, 86, 1361, 107]
backdrop-pattern bbox=[592, 1460, 1117, 1489]
recipe-banner-title: ಖಾದ್ಯ ವೈವಿಧ್ಯ ನಿತ್ಯ ನೈವೇದ್ಯ bbox=[1198, 1436, 1424, 1525]
date: 1 ನವೆಂಬರ್ bbox=[1216, 86, 1293, 107]
survey-article-body bbox=[49, 245, 394, 1005]
paragraph: ಇದನ್ನು ತಮಿಳುನಾಡು ಎಂದು ಮರುನಾಮಕರಣ ಮಾಡಲಾಯಿತು, ಇದರ ಅರ್ಥ "ತಮಿಳರ ನಾಡು". ಈ ರಾಜ್ಯವು ಸಂಪ್ರದಾಯ ಮತ್ತು ಆಧುನಿಕತೆಯ ಸಂಗಮವಾಗಿದೆ. ಇದರ ಸಂಸ್ಕೃತಿ, ದೇವಾಲಯಗಳು, ಭರತನಾಟ್ಯ ನೃತ್ಯ ಮತ್ತು ಪ್ರಾಚೀನ ತಮಿಳು ಭಾಷೆ ಇದಕ್ಕೆ ವಿಶಿಷ್ಟ ಗುರುತನ್ನು ನೀಡುತ್ತದೆ. ತಮಿಳು ವಿಶ್ವದ ಅತ್ಯಂತ ಹಳೆಯ ಭಾಷೆಗಳಲ್ಲಿ ಒಂದಾಗಿದೆ. bbox=[951, 746, 1114, 1057]
subheading: ಜಮ್ಮು ಮತ್ತು ಕಾಶ್ಮೀರ ಮತ್ತು ಲಡಾಖ್: 2019 ರಲ್ಲಿ ಹೊಸ ಗುರುತು bbox=[1133, 943, 1296, 1010]
skills-summit-headline-text: ನ4ರಿಂದ 'ಬೆಂಗಳೂರು ಕೌಶಲ್ಯ ಶೃಂಗಸಭೆ bbox=[417, 1896, 1057, 1954]
recipe-ingredients-top bbox=[1150, 1640, 1280, 1663]
survey-headline-line2 bbox=[52, 181, 393, 234]
paragraph: ತಾಲೂಕಿನ ಅಲ್ಲೂರ್(ಬಿ) ಗ್ರಾಮದ ರುಕ್ಮಿಣಿ ಬಾಯಿ ವಿಠ್ಠಲ ಮೇತ್ರೆ, bbox=[964, 1326, 1135, 1363]
state-formation-map-image bbox=[414, 125, 940, 418]
paragraph: ಎಂದು ತೋರಿದರೂ ಅದು ಕ್ಷಣಿಕ ಪರಿಹಾರ ಎನ್ನಬಹುದು. ವೈದ್ಯರ ಸಲಹೆ ಮೇರೆಗೆ ಕೊಂಚ ಸೇವಿಸಿ ಮಲಗಿಬಿಡಿ. ಆದರೆ, ಮತ್ತೆ ಮತ್ತೆ ಬಾಟಲಿ ಕಡೆ ವಾಲಬೇಡಿ. bbox=[53, 1914, 211, 2054]
paragraph: ಚಿಟಗುಪ್ಪ ತಾಲೂಕಿನ ಅಲ್ಲೂರ್(ಬಿ) ಗ್ರಾಮದ ರುಕ್ಮಿಣಿ ಬಾಯಿ ವಿಠ್ಠಲ ಮೇತ್ರೆ, ಜೀರ್ಗಾ(ಬಿ) ಗ್ರಾಮದ ಮಂಗಲಾ ಶರಣಯ್ಯ ಸ್ವಾಮಿ, ರೇವಪ್ಪ ಪ್ರಭು ಬಂಬುಳಗೆ(15), ಜೋಜನಾ ಗ್ರಾಮದ ಲಾಲಮ್ಮ ತುಕಾರಾಮ್ ಕಾಂಬ್ಳೆ ಎಂಬುವವರು ಗಾಯಗೊಂಡ ದುರ್ದೈವಿಗಳು. bbox=[599, 1283, 1135, 1363]
color-mark bbox=[1371, 2335, 1387, 2368]
dateline bbox=[1090, 86, 1445, 107]
health-banner-text: ಸರಳ ಆರೋಗ್ಯ ಸಲಹೆಗಳು bbox=[130, 1134, 317, 1160]
header-rule bbox=[44, 117, 1497, 119]
paragraph: ಈ ಕಾರ್ಯಕ್ರಮವನ್ನು ನವೆಂಬರ್ 04 ರಂದು ಕರ್ನಾಟಕ ಸರ್ಕಾರದ ಸನ್ಮಾನ್ಯ ಮುಖ್ಯಮಂತ್ರಿಗಳಾದ ಶ್ರೀಯುತ ಸಿದ್ದರಾಮಯ್ಯ ರವರು ಉದ್ಘಾಟಿಸಲಿದ್ದಾರೆ. ಹಾಗೇಯೇ, ಈ ಕಾರ್ಯಕ್ರಮವನ್ನು ಮಾನ್ಯ ಉಪಮುಖ್ಯಮಂತ್ರಿಗಳಾದ ಡಿ.ಕೆ.ಶಿವಕುಮಾರ್ ರವರ ಉಪಸ್ಥಿತಿಯಲ್ಲಿ ಕೌಶಲ್ಯಾಭಿವೃದ್ಧಿ ಸಚಿವರಾದ ಶರಣಪ್ರಕಾಶ್ ಆರ್. ಪಾಟೀಲ ಅವರು ಅಧ್ಯಕ್ಷತೆ ವಹಿಸಲಿದ್ದಾರೆ. bbox=[660, 1968, 886, 2181]
sleeping-woman-photo bbox=[53, 1223, 388, 1509]
color-mark bbox=[79, 2335, 95, 2368]
map-title bbox=[630, 132, 934, 156]
paragraph: ಬೀದರ್,ನ.1-ಜಿಲ್ಲೆಯ ಚಿಟಗುಪ್ಪ ತಾಲ್ಲೂಕಿನ ಮೂರು ಗ್ರಾಮಗಳಲ್ಲಿನ ತೋಳ ನಡೆಸಿದ ದಾಳಿಯಿಂದ ಮೂವರು ಮಹಿಳೆಯರು ಸೇರಿ ನಾಲ್ವರು ಗಾಯಗೊಂಡಿರುವ ದುರ್ಘಟನೆ ನಡೆದಿದೆ. bbox=[417, 1283, 771, 1362]
